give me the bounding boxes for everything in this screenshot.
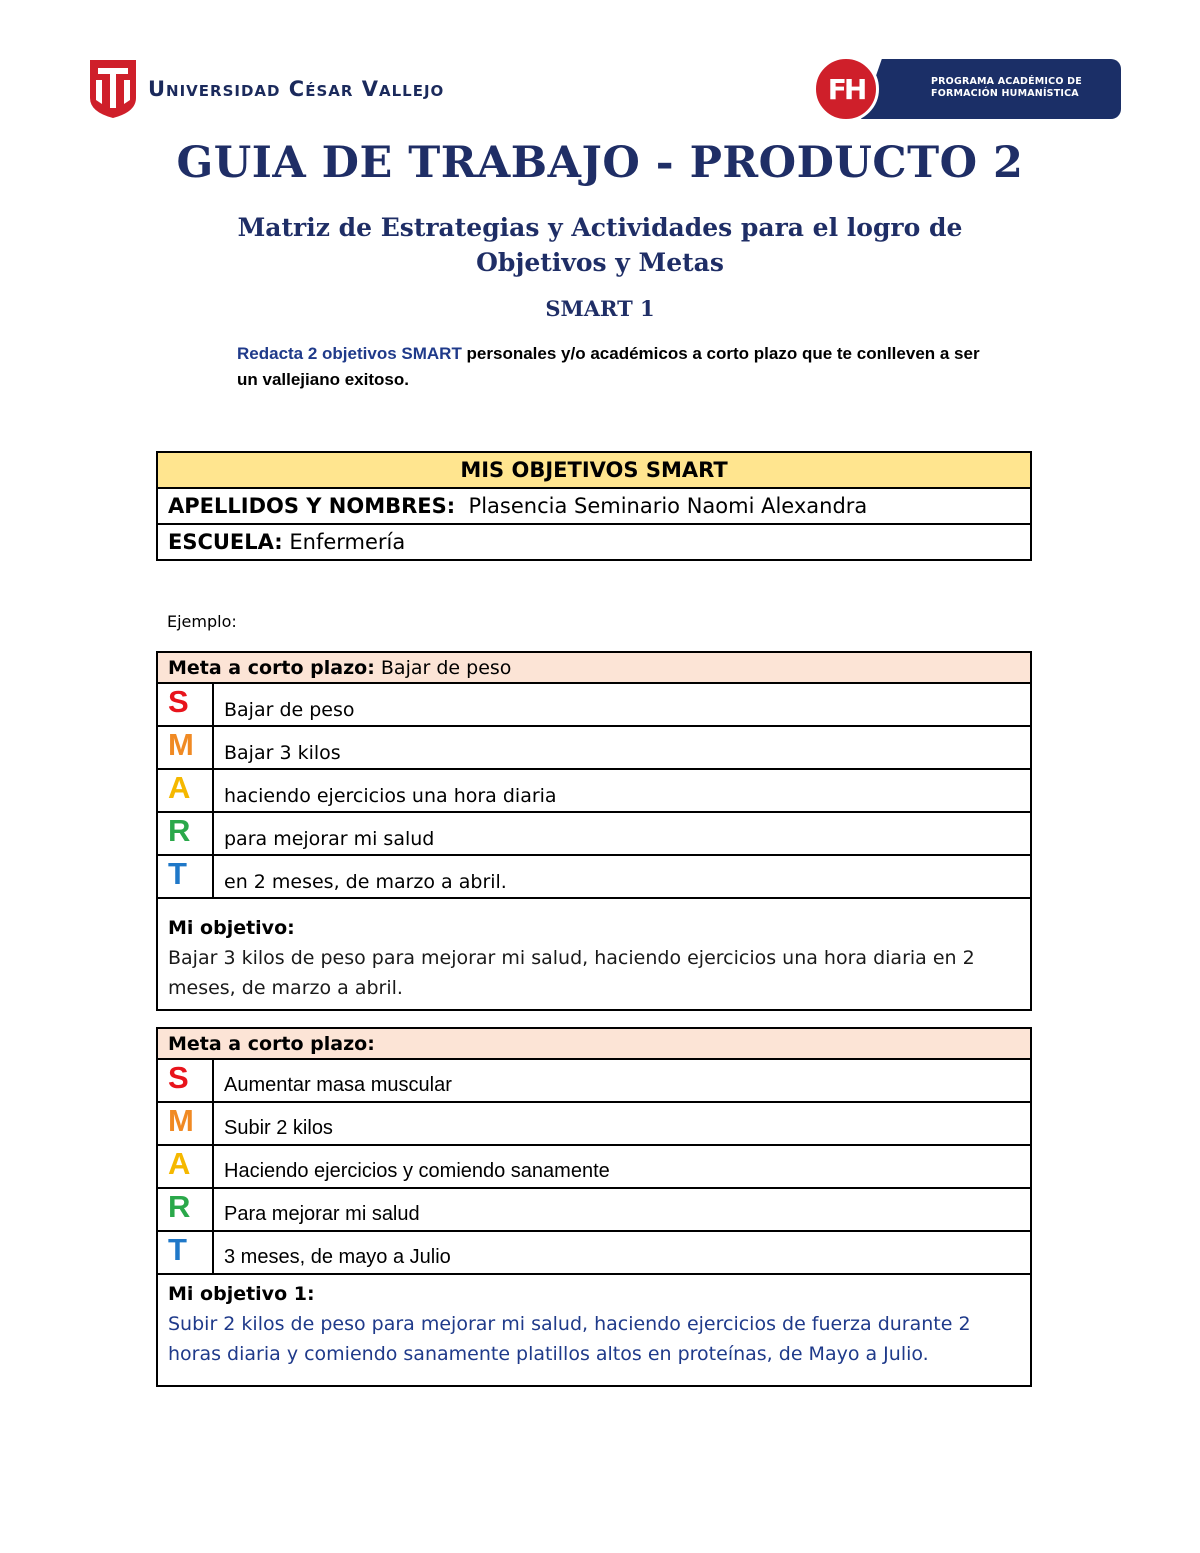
my-row-m bbox=[157, 1102, 1031, 1145]
letter-r: R bbox=[157, 812, 213, 855]
page-subtitle: Matriz de Estrategias y Actividades para el logro de Objetivos y Metas bbox=[237, 213, 963, 277]
my-meta-row bbox=[157, 1028, 1031, 1059]
my-row-s bbox=[157, 1059, 1031, 1102]
my-meta-label: Meta a corto plazo: bbox=[168, 1032, 375, 1055]
example-meta-label: Meta a corto plazo: bbox=[168, 656, 375, 679]
info-school-row bbox=[157, 524, 1031, 560]
my-row-a bbox=[157, 1145, 1031, 1188]
example-objective-cell bbox=[157, 898, 1031, 1010]
example-meta-value: Bajar de peso bbox=[380, 656, 512, 679]
my-value-r[interactable]: Para mejorar mi salud bbox=[213, 1188, 1031, 1231]
example-row-a bbox=[157, 769, 1031, 812]
my-objective-row bbox=[157, 1274, 1031, 1386]
my-objective-text: Subir 2 kilos de peso para mejorar mi salud, haciendo ejercicios de fuerza durante 2 horas diaria y comiendo sanamente platillos altos en proteínas, de Mayo a Julio. bbox=[168, 1313, 971, 1365]
info-header-row bbox=[157, 452, 1031, 488]
page-title: GUIA DE TRABAJO - PRODUCTO 2 bbox=[176, 138, 1024, 188]
ucv-shield-icon bbox=[88, 58, 138, 120]
section-title: SMART 1 bbox=[545, 296, 655, 321]
name-label: APELLIDOS Y NOMBRES: bbox=[168, 494, 456, 518]
letter-r: R bbox=[157, 1188, 213, 1231]
my-smart-table bbox=[156, 1027, 1032, 1387]
example-value-a: haciendo ejercicios una hora diaria bbox=[213, 769, 1031, 812]
instruction-rest: personales y/o académicos a corto plazo que te conlleven a ser un vallejiano exitoso. bbox=[237, 344, 980, 389]
my-value-a[interactable]: Haciendo ejercicios y comiendo sanamente bbox=[213, 1145, 1031, 1188]
letter-a: A bbox=[157, 769, 213, 812]
letter-s: S bbox=[157, 1059, 213, 1102]
example-objective-text: Bajar 3 kilos de peso para mejorar mi salud, haciendo ejercicios una hora diaria en 2 meses, de marzo a abril. bbox=[168, 947, 975, 999]
instruction bbox=[200, 341, 980, 393]
school-value: Enfermería bbox=[289, 530, 406, 554]
example-meta-cell bbox=[157, 652, 1031, 683]
info-table bbox=[156, 451, 1032, 561]
example-value-s: Bajar de peso bbox=[213, 683, 1031, 726]
fh-logo-line2: FORMACIÓN HUMANÍSTICA bbox=[931, 88, 1079, 99]
example-row-t bbox=[157, 855, 1031, 898]
info-header: MIS OBJETIVOS SMART bbox=[157, 452, 1031, 488]
my-value-t[interactable]: 3 meses, de mayo a Julio bbox=[213, 1231, 1031, 1274]
my-objective-cell[interactable] bbox=[157, 1274, 1031, 1386]
letter-t: T bbox=[157, 1231, 213, 1274]
fh-logo-line1: PROGRAMA ACADÉMICO DE bbox=[931, 76, 1082, 87]
info-name-row bbox=[157, 488, 1031, 524]
example-value-t: en 2 meses, de marzo a abril. bbox=[213, 855, 1031, 898]
my-row-r bbox=[157, 1188, 1031, 1231]
letter-t: T bbox=[157, 855, 213, 898]
example-row-m bbox=[157, 726, 1031, 769]
ucv-logo bbox=[88, 58, 444, 120]
my-value-s[interactable]: Aumentar masa muscular bbox=[213, 1059, 1031, 1102]
info-school-cell bbox=[157, 524, 1031, 560]
letter-s: S bbox=[157, 683, 213, 726]
my-meta-cell[interactable] bbox=[157, 1028, 1031, 1059]
name-value: Plasencia Seminario Naomi Alexandra bbox=[468, 494, 868, 518]
my-row-t bbox=[157, 1231, 1031, 1274]
instruction-text bbox=[237, 341, 980, 393]
example-smart-table bbox=[156, 651, 1032, 1011]
letter-m: M bbox=[157, 1102, 213, 1145]
example-meta-row bbox=[157, 652, 1031, 683]
my-value-m[interactable]: Subir 2 kilos bbox=[213, 1102, 1031, 1145]
example-objective-row bbox=[157, 898, 1031, 1010]
example-row-r bbox=[157, 812, 1031, 855]
letter-m: M bbox=[157, 726, 213, 769]
university-name: Universidad César Vallejo bbox=[148, 77, 445, 101]
my-objective-label: Mi objetivo 1: bbox=[168, 1283, 315, 1305]
example-value-r: para mejorar mi salud bbox=[213, 812, 1031, 855]
example-label: Ejemplo: bbox=[167, 612, 237, 631]
fh-logo-text bbox=[931, 76, 1082, 100]
info-name-cell bbox=[157, 488, 1031, 524]
example-row-s bbox=[157, 683, 1031, 726]
fh-logo bbox=[813, 56, 1121, 122]
letter-a: A bbox=[157, 1145, 213, 1188]
example-value-m: Bajar 3 kilos bbox=[213, 726, 1031, 769]
fh-logo-circle: FH bbox=[813, 56, 879, 122]
instruction-highlight: Redacta 2 objetivos SMART bbox=[237, 344, 462, 363]
school-label: ESCUELA: bbox=[168, 530, 283, 554]
example-objective-label: Mi objetivo: bbox=[168, 917, 295, 939]
